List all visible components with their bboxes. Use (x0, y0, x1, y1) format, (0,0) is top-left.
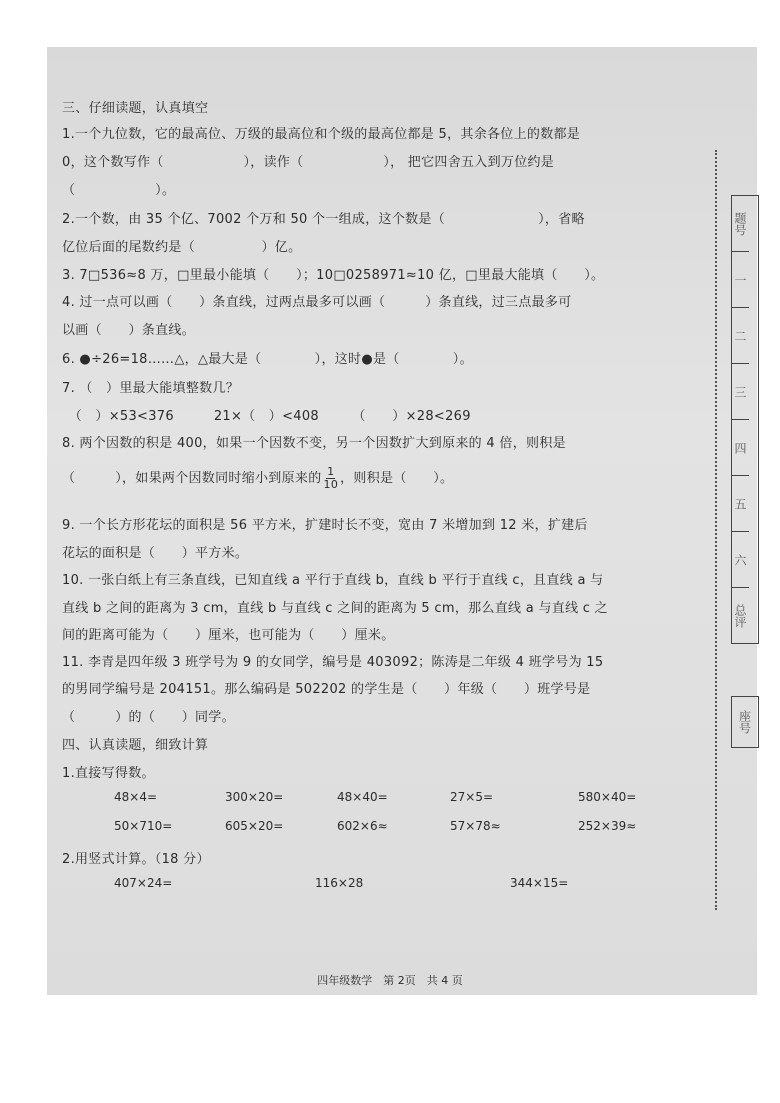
score-cell: 四 (732, 420, 749, 476)
calc-item: 605×20= (225, 819, 284, 833)
score-cell: 五 (732, 476, 749, 532)
fraction-denominator: 10 (323, 478, 339, 491)
score-cell: 三 (732, 364, 749, 420)
section-3-heading: 三、仔细读题，认真填空 (62, 101, 209, 116)
question-1-line-1: 1.一个九位数，它的最高位、万级的最高位和个级的最高位都是 5，其余各位上的数都是 (62, 127, 581, 142)
question-10-line-2: 直线 b 之间的距离为 3 cm，直线 b 与直线 c 之间的距离为 5 cm，那么直线 a 与直线 c 之 (62, 601, 608, 616)
question-3: 3. 7□536≈8 万，□里最小能填（ ）；10□0258971≈10 亿，□里最大能填（ ）。 (62, 268, 605, 283)
question-4-line-1: 4. 过一点可以画（ ）条直线，过两点最多可以画（ ）条直线，过三点最多可 (62, 295, 572, 310)
question-7-items: （ ）×53<376 21×（ ）<408 （ ）×28<269 (62, 409, 471, 424)
page-footer: 四年级数学 第 2页 共 4 页 (317, 974, 463, 987)
question-8-line-1: 8. 两个因数的积是 400，如果一个因数不变，另一个因数扩大到原来的 4 倍，则积是 (62, 436, 566, 451)
calc-item: 300×20= (225, 790, 284, 804)
calc-item: 50×710= (114, 819, 173, 833)
question-9-line-1: 9. 一个长方形花坛的面积是 56 平方米，扩建时长不变，宽由 7 米增加到 12 米，扩建后 (62, 518, 588, 533)
vertical-calc-item: 344×15= (510, 876, 569, 890)
score-cell-header: 题号 (732, 196, 749, 252)
question-4-line-2: 以画（ ）条直线。 (62, 323, 196, 338)
question-8-text-after: ，则积是（ ）。 (340, 471, 454, 486)
fraction-one-tenth (324, 466, 339, 491)
question-1-line-2: 0，这个数写作（ ），读作（ ）， 把它四舍五入到万位约是 (62, 155, 555, 170)
vertical-calc-item: 116×28 (315, 876, 364, 890)
score-cell: 六 (732, 532, 749, 588)
seat-number-box: 座号 (731, 696, 759, 748)
question-1-line-3: （ ）。 (62, 183, 176, 198)
fraction-numerator: 1 (327, 465, 335, 478)
question-9-line-2: 花坛的面积是（ ）平方米。 (62, 546, 249, 561)
calc-item: 48×4= (114, 790, 158, 804)
section-4-sub-1: 1.直接写得数。 (62, 766, 155, 781)
question-11-line-3: （ ）的（ ）同学。 (62, 710, 235, 725)
question-2-line-1: 2.一个数，由 35 个亿、7002 个万和 50 个一组成，这个数是（ ），省略 (62, 212, 585, 227)
question-10-line-1: 10. 一张白纸上有三条直线，已知直线 a 平行于直线 b，直线 b 平行于直线 c，且直线 a 与 (62, 573, 604, 588)
question-11-line-2: 的男同学编号是 204151。那么编码是 502202 的学生是（ ）年级（ ）班学号是 (62, 682, 591, 697)
calc-item: 27×5= (450, 790, 494, 804)
question-8-text-before: （ ），如果两个因数同时缩小到原来的 (62, 471, 322, 486)
vertical-calc-item: 407×24= (114, 876, 173, 890)
question-10-line-3: 间的距离可能为（ ）厘米，也可能为（ ）厘米。 (62, 628, 395, 643)
question-6: 6. ●÷26=18……△，△最大是（ ），这时●是（ ）。 (62, 352, 473, 367)
question-8-line-2 (62, 466, 453, 491)
section-4-sub-2: 2.用竖式计算。（18 分） (62, 852, 210, 867)
score-table (731, 195, 759, 644)
calc-item: 602×6≈ (337, 819, 388, 833)
binding-dashed-line (715, 150, 717, 910)
calc-item: 580×40= (578, 790, 637, 804)
question-11-line-1: 11. 李青是四年级 3 班学号为 9 的女同学，编号是 403092；陈涛是二年级 4 班学号为 15 (62, 655, 604, 670)
score-cell: 二 (732, 308, 749, 364)
score-cell: 一 (732, 252, 749, 308)
question-2-line-2: 亿位后面的尾数约是（ ）亿。 (62, 240, 302, 255)
calc-item: 57×78≈ (450, 819, 501, 833)
calc-item: 48×40= (337, 790, 388, 804)
calc-item: 252×39≈ (578, 819, 637, 833)
section-4-heading: 四、认真读题，细致计算 (62, 738, 209, 753)
question-7-prompt: 7. （ ）里最大能填整数几？ (62, 381, 240, 396)
score-cell-total: 总评 (733, 603, 747, 628)
